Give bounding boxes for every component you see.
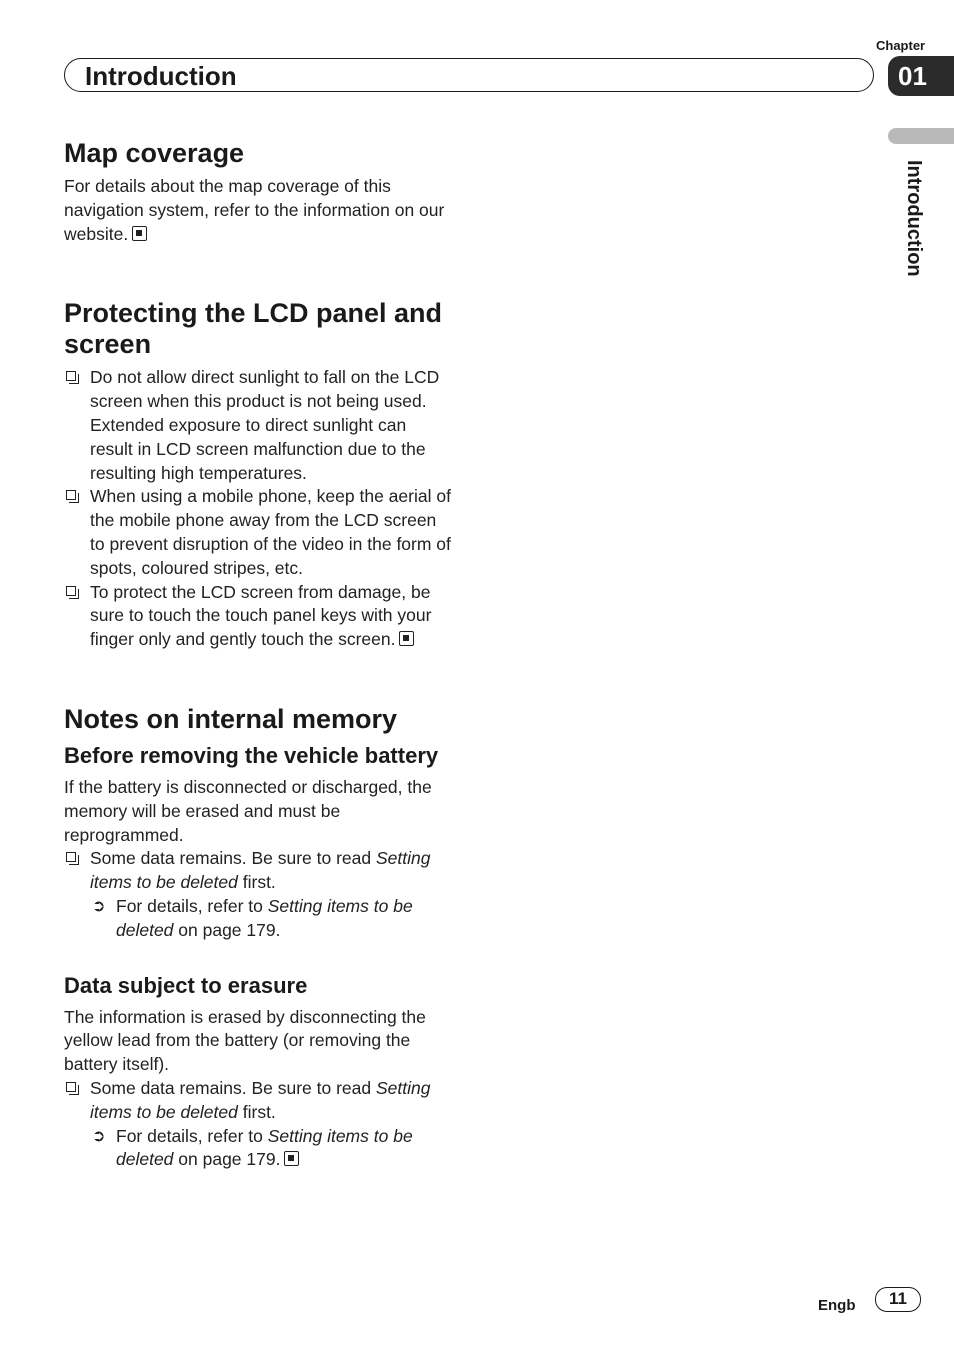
erasure-body: The information is erased by disconnecting the yellow lead from the battery (or removing the battery itself). xyxy=(64,1006,426,1075)
list-item xyxy=(64,485,452,580)
reference-link[interactable]: Setting items to be deleted xyxy=(116,895,413,940)
chapter-number-tab: 01 xyxy=(888,56,954,96)
list-item xyxy=(64,847,452,895)
cross-reference xyxy=(64,1125,452,1173)
header-bar xyxy=(64,58,874,92)
end-of-section-icon xyxy=(132,226,147,241)
bullet-text: When using a mobile phone, keep the aerial of the mobile phone away from the LCD screen to prevent disruption of the video in the form of spots, coloured stripes, etc. xyxy=(90,486,451,578)
battery-subheading: Before removing the vehicle battery xyxy=(64,742,439,768)
main-column xyxy=(64,138,452,1172)
reference-text: on page 179. xyxy=(173,919,281,940)
end-of-section-icon xyxy=(284,1151,299,1166)
lcd-heading: Protecting the LCD panel and screen xyxy=(64,298,443,360)
checkbox-bullet-icon xyxy=(66,586,76,596)
list-item xyxy=(64,1077,452,1125)
bullet-text: Do not allow direct sunlight to fall on the LCD screen when this product is not being used. Extended exposure to direct sunlight can result in LCD screen malfunction due to the resulting high temperatures. xyxy=(90,367,440,483)
erasure-bullet-list xyxy=(64,1077,452,1125)
bullet-text: first. xyxy=(237,1101,276,1122)
bullet-text: first. xyxy=(237,872,276,893)
cross-reference xyxy=(64,895,452,943)
list-item xyxy=(64,581,452,652)
erasure-subheading: Data subject to erasure xyxy=(64,972,308,998)
reference-link[interactable]: Setting items to be deleted xyxy=(90,848,431,893)
memory-heading: Notes on internal memory xyxy=(64,703,398,734)
map-coverage-text: For details about the map coverage of this navigation system, refer to the information on our website. xyxy=(64,176,445,244)
end-of-section-icon xyxy=(399,631,414,646)
battery-body: If the battery is disconnected or discharged, the memory will be erased and must be reprogrammed. xyxy=(64,776,432,845)
side-tab-strip xyxy=(888,128,954,144)
section-title: Introduction xyxy=(85,61,237,91)
map-coverage-body xyxy=(64,175,452,246)
language-code: Engb xyxy=(818,1297,856,1314)
reference-link[interactable]: Setting items to be deleted xyxy=(90,1077,431,1122)
checkbox-bullet-icon xyxy=(66,371,76,381)
arrow-right-icon: ➲ xyxy=(92,1127,106,1145)
chapter-label: Chapter xyxy=(876,38,926,53)
list-item xyxy=(64,366,452,485)
reference-text: For details, refer to xyxy=(116,895,268,916)
checkbox-bullet-icon xyxy=(66,1082,76,1092)
map-coverage-heading: Map coverage xyxy=(64,138,245,168)
battery-bullet-list xyxy=(64,847,452,895)
reference-text: For details, refer to xyxy=(116,1125,268,1146)
checkbox-bullet-icon xyxy=(66,852,76,862)
side-tab-label: Introduction xyxy=(903,160,925,277)
bullet-text: To protect the LCD screen from damage, be sure to touch the touch panel keys with your finger only and gently touch the screen. xyxy=(90,581,432,650)
checkbox-bullet-icon xyxy=(66,490,76,500)
page-number: 11 xyxy=(875,1287,921,1312)
bullet-text: Some data remains. Be sure to read xyxy=(90,1077,376,1098)
reference-text: on page 179. xyxy=(173,1149,281,1170)
reference-link[interactable]: Setting items to be deleted xyxy=(116,1125,413,1170)
lcd-bullet-list xyxy=(64,366,452,652)
arrow-right-icon: ➲ xyxy=(92,897,106,915)
bullet-text: Some data remains. Be sure to read xyxy=(90,848,376,869)
